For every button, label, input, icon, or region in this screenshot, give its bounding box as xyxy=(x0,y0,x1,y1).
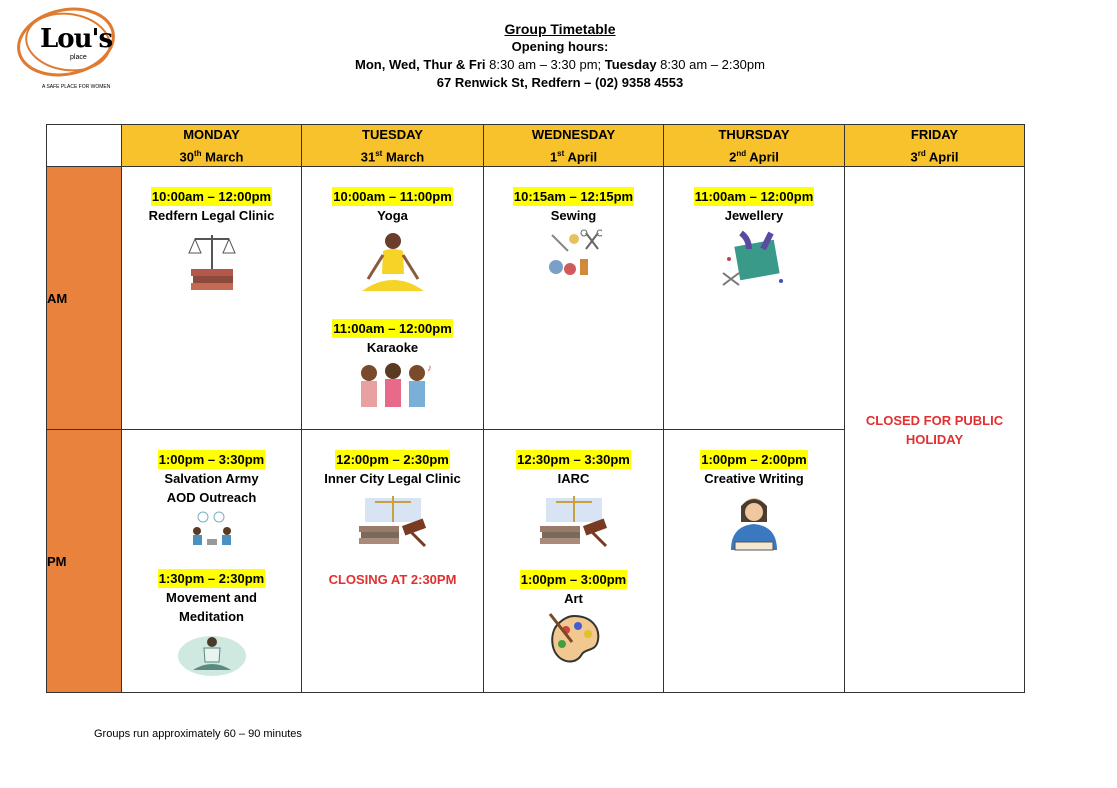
sewing-icon xyxy=(546,229,602,279)
session-time: 10:00am – 12:00pm xyxy=(151,189,272,205)
slot-label-pm: PM xyxy=(47,430,122,693)
session-name: Redfern Legal Clinic xyxy=(148,208,275,224)
session-time: 1:00pm – 3:30pm xyxy=(158,452,265,468)
opening-hours-label: Opening hours: xyxy=(511,39,609,54)
jewellery-icon xyxy=(719,229,789,291)
session-time: 1:00pm – 3:00pm xyxy=(520,572,627,588)
session-yoga xyxy=(302,187,483,299)
footer-note: Groups run approximately 60 – 90 minutes xyxy=(94,728,302,740)
address: 67 Renwick St, Redfern – (02) 9358 4553 xyxy=(436,75,684,90)
tuesday-pm-cell xyxy=(302,430,484,693)
session-name: Meditation xyxy=(179,609,244,625)
monday-pm-cell xyxy=(122,430,302,693)
tuesday-am-cell xyxy=(302,167,484,430)
page-title: Group Timetable xyxy=(504,21,616,37)
palette-icon xyxy=(546,612,602,666)
logo-tagline: A SAFE PLACE FOR WOMEN xyxy=(42,84,111,90)
slot-label-am: AM xyxy=(47,167,122,430)
session-name: Creative Writing xyxy=(704,471,804,487)
writing-icon xyxy=(721,492,787,554)
monday-am-cell xyxy=(122,167,302,430)
yoga-icon xyxy=(358,229,428,299)
logo-place-text: place xyxy=(70,54,87,61)
closing-note: CLOSING AT 2:30PM xyxy=(328,572,457,588)
session-time: 1:30pm – 2:30pm xyxy=(158,571,265,587)
corner-cell xyxy=(47,125,122,167)
day-header-monday: MONDAY 30th March xyxy=(122,125,302,167)
counselling-icon xyxy=(187,511,237,549)
opening-hours-line xyxy=(250,56,870,74)
thursday-pm-cell xyxy=(664,430,845,693)
session-salvation-army xyxy=(122,450,301,549)
opening-hours-2: 8:30 am – 2:30pm xyxy=(660,57,765,72)
gavel-icon xyxy=(355,492,431,550)
logo-brand-text: Lou's xyxy=(40,24,113,54)
friday-cell xyxy=(845,167,1025,693)
session-name: Karaoke xyxy=(366,340,419,356)
session-name: Sewing xyxy=(550,208,597,224)
timetable xyxy=(46,124,1025,693)
meditation-icon xyxy=(177,630,247,676)
session-time: 11:00am – 12:00pm xyxy=(333,321,452,337)
tuesday-closing-note xyxy=(302,570,483,589)
svg-text:♪: ♪ xyxy=(426,363,432,375)
session-redfern-legal xyxy=(122,187,301,295)
session-creative-writing xyxy=(664,450,844,554)
day-header-thursday: THURSDAY 2nd April xyxy=(664,125,845,167)
opening-days-1: Mon, Wed, Thur & Fri xyxy=(355,57,486,72)
day-header-row xyxy=(47,125,1025,167)
thursday-am-cell xyxy=(664,167,845,430)
session-time: 12:00pm – 2:30pm xyxy=(336,452,449,468)
session-name: AOD Outreach xyxy=(166,490,257,506)
session-sewing xyxy=(484,187,663,279)
session-name: Jewellery xyxy=(724,208,784,224)
day-header-friday: FRIDAY 3rd April xyxy=(845,125,1025,167)
session-name: IARC xyxy=(557,471,590,487)
session-art xyxy=(484,570,663,666)
session-name: Yoga xyxy=(377,208,408,224)
session-karaoke xyxy=(302,319,483,411)
session-time: 12:30pm – 3:30pm xyxy=(517,452,630,468)
session-inner-city-legal xyxy=(302,450,483,550)
day-header-wednesday: WEDNESDAY 1st April xyxy=(484,125,664,167)
session-time: 10:00am – 11:00pm xyxy=(333,189,452,205)
session-name: Art xyxy=(564,591,583,607)
session-time: 10:15am – 12:15pm xyxy=(513,189,634,205)
karaoke-icon xyxy=(353,361,433,411)
opening-hours-1: 8:30 am – 3:30 pm; xyxy=(489,57,602,72)
page-header xyxy=(250,20,870,92)
wednesday-am-cell xyxy=(484,167,664,430)
session-time: 1:00pm – 2:00pm xyxy=(701,452,807,468)
session-name: Salvation Army xyxy=(164,471,259,487)
wednesday-pm-cell xyxy=(484,430,664,693)
session-name: Inner City Legal Clinic xyxy=(324,471,461,487)
opening-days-2: Tuesday xyxy=(604,57,657,72)
friday-holiday-note: HOLIDAY xyxy=(905,431,964,447)
session-time: 11:00am – 12:00pm xyxy=(694,189,814,205)
session-movement-meditation xyxy=(122,569,301,676)
gavel-icon xyxy=(536,492,612,550)
session-iarc xyxy=(484,450,663,550)
day-header-tuesday: TUESDAY 31st March xyxy=(302,125,484,167)
lous-place-logo xyxy=(14,4,134,90)
am-row xyxy=(47,167,1025,430)
session-name: Movement and xyxy=(165,590,257,606)
session-jewellery xyxy=(664,187,844,291)
friday-closed-note: CLOSED FOR PUBLIC xyxy=(865,412,1004,428)
scales-books-icon xyxy=(187,229,237,295)
